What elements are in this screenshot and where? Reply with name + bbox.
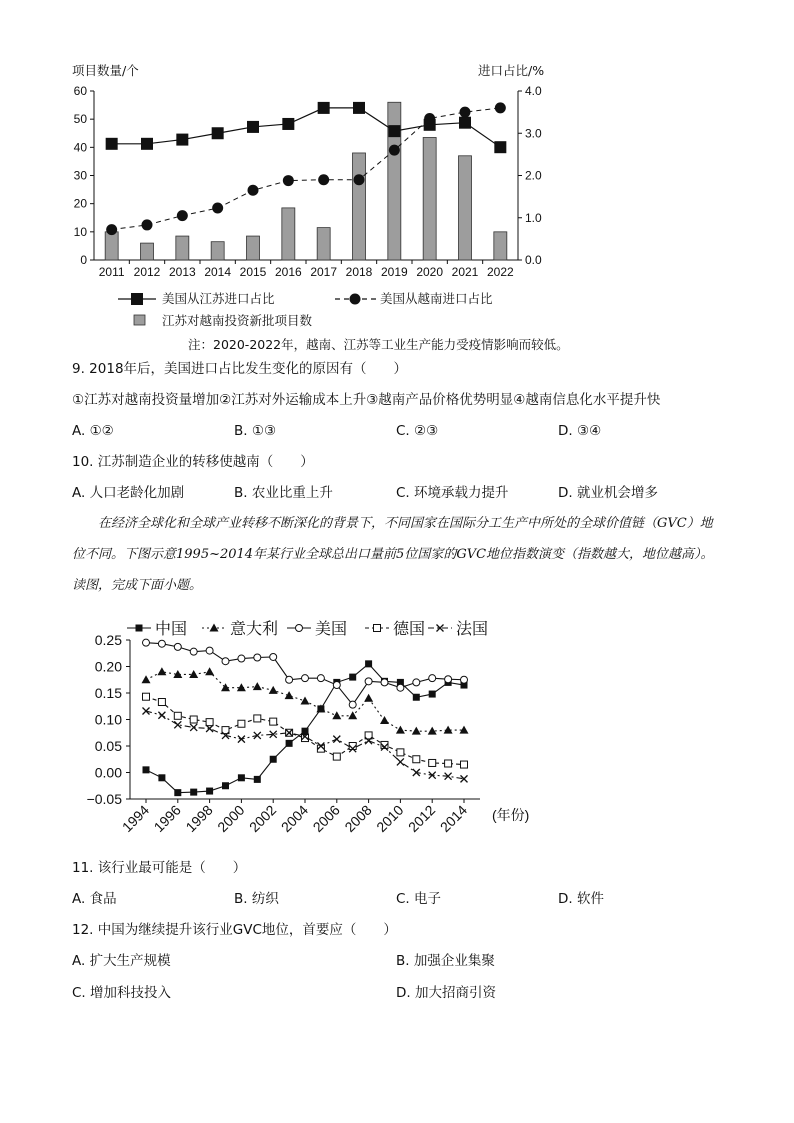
chart1-point-vietnam xyxy=(248,185,259,196)
chart1-bar xyxy=(105,232,118,260)
chart1-x-tick-label: 2011 xyxy=(98,265,125,279)
chart2-x-tick-label: 2006 xyxy=(309,801,343,836)
chart2-y-tick-label: 0.15 xyxy=(94,685,122,701)
chart2-point-china xyxy=(222,782,229,789)
chart2-point-italy xyxy=(412,727,421,735)
chart1-x-tick-label: 2020 xyxy=(416,265,444,279)
legend-jiangsu-label: 美国从江苏进口占比 xyxy=(162,291,275,306)
chart2-x-tick-label: 1994 xyxy=(118,801,153,836)
chart2-point-usa xyxy=(317,675,324,682)
chart2-point-usa xyxy=(206,647,213,654)
chart1-point-vietnam xyxy=(142,219,153,230)
chart1-point-jiangsu xyxy=(176,134,188,146)
chart2-gvc-line-chart xyxy=(0,610,794,850)
chart2-point-usa xyxy=(254,654,261,661)
chart2-legend-label-italy: 意大利 xyxy=(230,621,279,638)
chart1-point-vietnam xyxy=(106,224,117,235)
chart2-y-tick-label: 0.25 xyxy=(94,632,122,648)
chart2-point-france xyxy=(143,708,150,715)
chart1-x-tick-label: 2021 xyxy=(451,265,479,279)
chart2-x-tick-label: 2010 xyxy=(373,801,407,836)
chart2-legend-label-germany: 德国 xyxy=(393,621,426,638)
chart1-point-jiangsu xyxy=(282,118,294,130)
chart2-point-germany xyxy=(397,749,404,756)
chart2-point-france xyxy=(158,712,165,719)
chart1-right-tick-label: 0.0 xyxy=(525,253,542,267)
chart2-point-china xyxy=(286,740,293,747)
chart1-point-jiangsu xyxy=(494,141,506,153)
chart2-point-usa xyxy=(397,684,404,691)
chart2-point-usa xyxy=(429,675,436,682)
q9-statements: ①江苏对越南投资量增加②江苏对外运输成本上升③越南产品价格优势明显④越南信息化水平提升快 xyxy=(72,392,661,408)
chart2-point-usa xyxy=(413,679,420,686)
chart1-x-tick-label: 2013 xyxy=(168,265,196,279)
chart2-point-italy xyxy=(364,694,373,702)
legend-jiangsu-marker xyxy=(118,293,156,305)
chart2-point-italy xyxy=(380,716,389,724)
q10-option-a[interactable]: A. 人口老龄化加剧 xyxy=(72,485,185,501)
chart2-point-china xyxy=(190,789,197,796)
chart2-y-tick-label: 0.05 xyxy=(94,738,122,754)
chart1-point-jiangsu xyxy=(353,102,365,114)
chart2-point-germany xyxy=(270,718,277,725)
chart1-bar xyxy=(494,232,507,260)
chart2-point-china xyxy=(238,774,245,781)
chart1-point-jiangsu xyxy=(247,121,259,133)
chart2-point-usa xyxy=(461,676,468,683)
chart2-x-tick-label: 1996 xyxy=(150,801,184,836)
chart2-point-france xyxy=(238,736,245,743)
chart1-bar xyxy=(423,137,436,260)
chart2-point-usa xyxy=(270,653,277,660)
q11-option-b[interactable]: B. 纺织 xyxy=(234,891,279,907)
chart2-point-france xyxy=(333,736,340,743)
chart1-point-vietnam xyxy=(354,174,365,185)
chart2-point-china xyxy=(206,788,213,795)
chart1-point-vietnam xyxy=(177,210,188,221)
chart2-point-italy xyxy=(332,711,341,719)
chart1-left-tick-label: 10 xyxy=(73,224,87,239)
chart2-x-unit: (年份) xyxy=(492,807,530,823)
q9-stem: 9. 2018年后，美国进口占比发生变化的原因有（ ） xyxy=(72,361,408,377)
chart1-point-vietnam xyxy=(318,174,329,185)
chart2-point-germany xyxy=(238,720,245,727)
chart1-bar xyxy=(211,242,224,260)
q11-option-a[interactable]: A. 食品 xyxy=(72,891,117,907)
chart2-point-germany xyxy=(413,756,420,763)
chart2-point-italy xyxy=(142,675,151,683)
chart1-left-axis-title: 项目数量/个 xyxy=(72,63,139,78)
chart2-point-usa xyxy=(302,675,309,682)
chart1-point-vietnam xyxy=(495,102,506,113)
q10-option-d[interactable]: D. 就业机会增多 xyxy=(558,485,658,501)
chart2-point-china xyxy=(429,691,436,698)
chart2-point-germany xyxy=(190,716,197,723)
chart1-point-jiangsu xyxy=(318,102,330,114)
chart1-x-tick-label: 2014 xyxy=(204,265,232,279)
q9-option-d[interactable]: D. ③④ xyxy=(558,423,602,439)
chart2-point-germany xyxy=(333,753,340,760)
q9-option-c[interactable]: C. ②③ xyxy=(396,423,439,439)
chart2-point-germany xyxy=(206,719,213,726)
chart2-point-china xyxy=(143,766,150,773)
chart1-left-tick-label: 40 xyxy=(73,140,87,155)
chart2-y-tick-label: 0.00 xyxy=(94,764,122,781)
chart2-point-china xyxy=(270,756,277,763)
chart2-point-germany xyxy=(143,693,150,700)
chart2-point-germany xyxy=(158,699,165,706)
chart1-bar xyxy=(317,228,330,260)
chart1-point-jiangsu xyxy=(141,138,153,150)
q9-option-a[interactable]: A. ①② xyxy=(72,423,114,439)
passage-text: 在经济全球化和全球产业转移不断深化的背景下，不同国家在国际分工生产中所处的全球价值链（GVC）地位不同。下图示意1995~2014年某行业全球总出口量前5位国家的GVC地位指数演变（指数越大，地位越高）。读图，完成下面小题。 xyxy=(72,516,714,593)
chart1-point-jiangsu xyxy=(388,125,400,137)
chart1-left-tick-label: 0 xyxy=(80,253,87,267)
chart2-point-usa xyxy=(174,643,181,650)
q10-option-c[interactable]: C. 环境承载力提升 xyxy=(396,485,509,501)
chart2-x-tick-label: 1998 xyxy=(182,801,216,836)
chart2-point-china xyxy=(254,776,261,783)
q12-stem: 12. 中国为继续提升该行业GVC地位，首要应（ ） xyxy=(72,922,397,938)
chart1-bar xyxy=(176,236,189,260)
chart1-x-tick-label: 2012 xyxy=(133,265,161,279)
chart1-point-vietnam xyxy=(389,145,400,156)
chart2-point-germany xyxy=(254,715,261,722)
chart2-point-germany xyxy=(174,712,181,719)
chart2-y-tick-label: 0.20 xyxy=(94,658,122,675)
chart1-left-tick-label: 60 xyxy=(73,84,87,98)
chart2-point-usa xyxy=(190,648,197,655)
chart1-point-jiangsu xyxy=(459,117,471,129)
chart1-note: 注：2020-2022年，越南、江苏等工业生产能力受疫情影响而较低。 xyxy=(188,337,569,352)
chart2-point-italy xyxy=(205,667,214,675)
chart1-combo-chart xyxy=(0,0,794,300)
chart1-point-vietnam xyxy=(283,175,294,186)
chart2-point-usa xyxy=(222,658,229,665)
chart1-bar xyxy=(247,236,260,260)
chart2-point-china xyxy=(365,660,372,667)
chart1-x-tick-label: 2015 xyxy=(239,265,267,279)
chart1-line-jiangsu xyxy=(112,108,501,147)
q11-option-c[interactable]: C. 电子 xyxy=(396,891,442,907)
q12-option-a[interactable]: A. 扩大生产规模 xyxy=(72,953,171,969)
chart2-x-tick-label: 2000 xyxy=(214,801,248,836)
chart2-x-tick-label: 2002 xyxy=(245,801,280,836)
chart2-point-germany xyxy=(461,761,468,768)
chart2-y-tick-label: −0.05 xyxy=(86,791,122,807)
chart2-point-usa xyxy=(238,655,245,662)
chart2-point-france xyxy=(397,758,404,765)
q10-stem: 10. 江苏制造企业的转移使越南（ ） xyxy=(72,454,314,470)
legend-vietnam-marker xyxy=(335,294,376,305)
chart1-point-jiangsu xyxy=(212,127,224,139)
chart1-point-vietnam xyxy=(424,113,435,124)
chart2-x-tick-label: 2008 xyxy=(341,801,375,836)
q12-option-b[interactable]: B. 加强企业集聚 xyxy=(396,953,495,969)
chart2-legend-label-usa: 美国 xyxy=(315,621,348,638)
chart2-x-tick-label: 2012 xyxy=(404,801,439,836)
chart1-x-tick-label: 2019 xyxy=(380,265,408,279)
chart2-point-usa xyxy=(381,679,388,686)
q10-option-b[interactable]: B. 农业比重上升 xyxy=(234,485,333,501)
chart1-x-tick-label: 2018 xyxy=(345,265,373,279)
chart2-x-tick-label: 2014 xyxy=(436,801,471,836)
legend-vietnam-label: 美国从越南进口占比 xyxy=(380,291,493,306)
chart1-bar xyxy=(141,243,154,260)
chart2-point-usa xyxy=(158,640,165,647)
chart1-bar xyxy=(282,208,295,260)
chart2-legend-marker-usa xyxy=(296,625,303,632)
chart2-legend-label-france: 法国 xyxy=(456,621,489,638)
chart1-right-axis-title: 进口占比/% xyxy=(478,63,545,78)
legend-bar-label: 江苏对越南投资新批项目数 xyxy=(162,313,313,328)
chart2-point-usa xyxy=(333,682,340,689)
chart2-point-usa xyxy=(349,701,356,708)
chart2-point-italy xyxy=(396,726,405,734)
chart1-x-tick-label: 2017 xyxy=(310,265,338,279)
chart2-legend-label-china: 中国 xyxy=(155,621,188,638)
chart2-point-italy xyxy=(269,686,278,694)
chart2-point-usa xyxy=(365,678,372,685)
q9-option-b[interactable]: B. ①③ xyxy=(234,423,277,439)
chart1-bar xyxy=(459,156,472,260)
chart2-point-germany xyxy=(445,760,452,767)
chart2-point-usa xyxy=(445,676,452,683)
chart1-x-tick-label: 2022 xyxy=(486,265,514,279)
chart2-y-tick-label: 0.10 xyxy=(94,711,122,728)
chart2-point-usa xyxy=(286,676,293,683)
chart2-point-france xyxy=(190,724,197,731)
chart2-point-china xyxy=(349,674,356,681)
chart2-point-france xyxy=(254,732,261,739)
chart1-right-tick-label: 2.0 xyxy=(525,168,542,183)
chart1-left-tick-label: 30 xyxy=(73,168,87,183)
chart2-legend-marker-china xyxy=(136,625,143,632)
chart2-point-germany xyxy=(429,759,436,766)
chart1-x-tick-label: 2016 xyxy=(274,265,302,279)
chart1-right-tick-label: 1.0 xyxy=(525,210,542,225)
chart1-right-tick-label: 3.0 xyxy=(525,126,542,141)
q11-option-d[interactable]: D. 软件 xyxy=(558,891,604,907)
q12-option-d[interactable]: D. 加大招商引资 xyxy=(396,985,496,1001)
chart2-point-china xyxy=(158,774,165,781)
chart1-left-tick-label: 20 xyxy=(73,196,87,211)
chart1-line-vietnam xyxy=(112,108,501,230)
chart2-legend-marker-germany xyxy=(374,625,381,632)
q11-stem: 11. 该行业最可能是（ ） xyxy=(72,860,247,876)
chart2-point-china xyxy=(174,789,181,796)
chart1-point-vietnam xyxy=(460,107,471,118)
legend-bar-marker xyxy=(134,315,145,325)
chart2-point-usa xyxy=(143,639,150,646)
chart1-point-vietnam xyxy=(212,203,223,214)
chart1-right-tick-label: 4.0 xyxy=(525,84,542,98)
chart1-point-jiangsu xyxy=(106,138,118,150)
chart1-left-tick-label: 50 xyxy=(73,112,87,127)
chart2-point-italy xyxy=(253,682,262,690)
chart2-x-tick-label: 2004 xyxy=(277,801,312,836)
chart2-point-china xyxy=(413,694,420,701)
q12-option-c[interactable]: C. 增加科技投入 xyxy=(72,985,172,1001)
chart2-point-italy xyxy=(157,667,166,675)
chart1-bar xyxy=(353,153,366,260)
